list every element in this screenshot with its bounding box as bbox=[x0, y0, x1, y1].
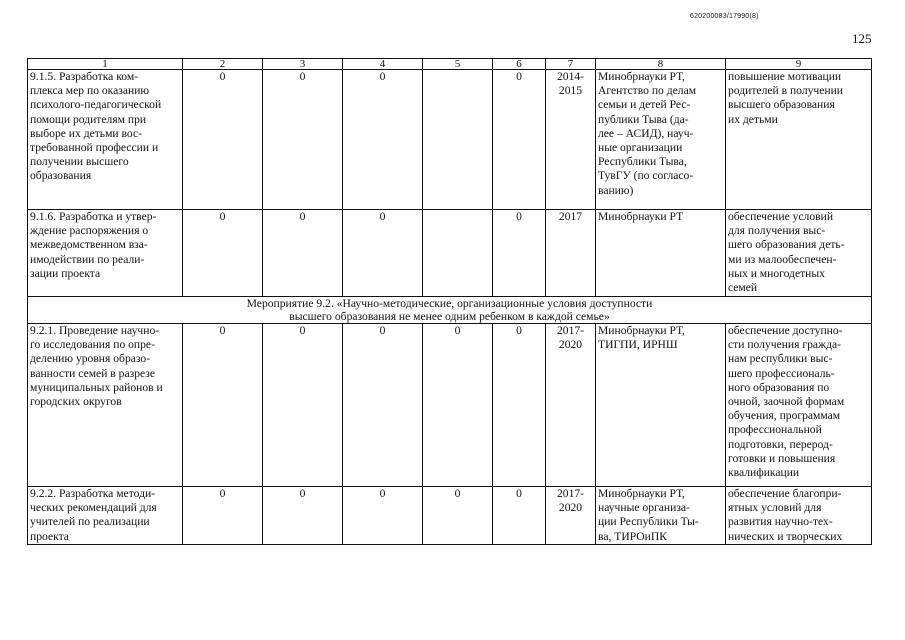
funding-cell: 0 bbox=[343, 70, 423, 210]
document-id: 620200083/17990(8) bbox=[690, 13, 759, 20]
funding-cell: 0 bbox=[183, 487, 263, 545]
funding-cell: 0 bbox=[343, 324, 423, 487]
funding-cell: 0 bbox=[423, 487, 493, 545]
executors-cell: Минобрнауки РТ, Агентство по делам семьи и детей Рес- публики Тыва (да- лее – АСИД), науч- ные организации Республики Тыва, ТувГУ (по согласо- ванию) bbox=[596, 70, 726, 210]
measure-name: 9.2.1. Проведение научно- го исследования по опре- делению уровня образо- ванности семей в разрезе муниципальных районов и городских округов bbox=[28, 324, 183, 487]
result-cell: обеспечение доступно- сти получения гражда- нам республики выс- шего профессиональ- ного образования по очной, заочной формам обучения, программам профессиональной подготовки, переpод- готовки и повышения квалификации bbox=[726, 324, 872, 487]
funding-cell: 0 bbox=[493, 324, 546, 487]
header-cell: 8 bbox=[596, 59, 726, 70]
funding-cell: 0 bbox=[183, 210, 263, 297]
funding-cell bbox=[423, 70, 493, 210]
measure-name: 9.1.5. Разработка ком- плекса мер по оказанию психолого-педагогической помощи родителям при выборе их детьми вос- требованной профессии и получении высшего образования bbox=[28, 70, 183, 210]
header-cell: 2 bbox=[183, 59, 263, 70]
result-cell: повышение мотивации родителей в получении высшего образования их детьми bbox=[726, 70, 872, 210]
measure-name: 9.2.2. Разработка методи- ческих рекомендаций для учителей по реализации проекта bbox=[28, 487, 183, 545]
funding-cell: 0 bbox=[263, 70, 343, 210]
header-cell: 3 bbox=[263, 59, 343, 70]
funding-cell: 0 bbox=[263, 210, 343, 297]
funding-cell: 0 bbox=[423, 324, 493, 487]
period-cell: 2017 bbox=[546, 210, 596, 297]
event-heading: Мероприятие 9.2. «Научно-методические, организационные условия доступности высшего образования не менее одним ребенком в каждой семье» bbox=[28, 297, 872, 324]
funding-cell bbox=[423, 210, 493, 297]
header-cell: 9 bbox=[726, 59, 872, 70]
executors-cell: Минобрнауки РТ, научные организа- ции Республики Ты- ва, ТИРОиПК bbox=[596, 487, 726, 545]
result-cell: обеспечение условий для получения выс- шего образования деть- ми из малообеспечен- ных и многодетных семей bbox=[726, 210, 872, 297]
header-cell: 4 bbox=[343, 59, 423, 70]
period-cell: 2017- 2020 bbox=[546, 324, 596, 487]
header-cell: 6 bbox=[493, 59, 546, 70]
column-number-header bbox=[28, 59, 872, 70]
executors-cell: Минобрнауки РТ bbox=[596, 210, 726, 297]
measure-name: 9.1.6. Разработка и утвер- ждение распоряжения о межведомственном вза- имодействии по реали- зации проекта bbox=[28, 210, 183, 297]
table-row bbox=[28, 324, 872, 487]
page-number: 125 bbox=[852, 31, 872, 46]
funding-cell: 0 bbox=[343, 210, 423, 297]
funding-cell: 0 bbox=[183, 324, 263, 487]
header-cell: 1 bbox=[28, 59, 183, 70]
table-row bbox=[28, 487, 872, 545]
funding-cell: 0 bbox=[263, 487, 343, 545]
funding-cell: 0 bbox=[493, 487, 546, 545]
period-cell: 2017- 2020 bbox=[546, 487, 596, 545]
funding-cell: 0 bbox=[343, 487, 423, 545]
table-row bbox=[28, 210, 872, 297]
table-row bbox=[28, 70, 872, 210]
header-cell: 5 bbox=[423, 59, 493, 70]
funding-cell: 0 bbox=[493, 70, 546, 210]
header-cell: 7 bbox=[546, 59, 596, 70]
result-cell: обеспечение благопри- ятных условий для развития научно-тех- нических и творческих bbox=[726, 487, 872, 545]
funding-cell: 0 bbox=[183, 70, 263, 210]
period-cell: 2014- 2015 bbox=[546, 70, 596, 210]
executors-cell: Минобрнауки РТ, ТИГПИ, ИРНШ bbox=[596, 324, 726, 487]
action-plan-table bbox=[27, 58, 872, 545]
event-heading-row bbox=[28, 297, 872, 324]
funding-cell: 0 bbox=[493, 210, 546, 297]
funding-cell: 0 bbox=[263, 324, 343, 487]
